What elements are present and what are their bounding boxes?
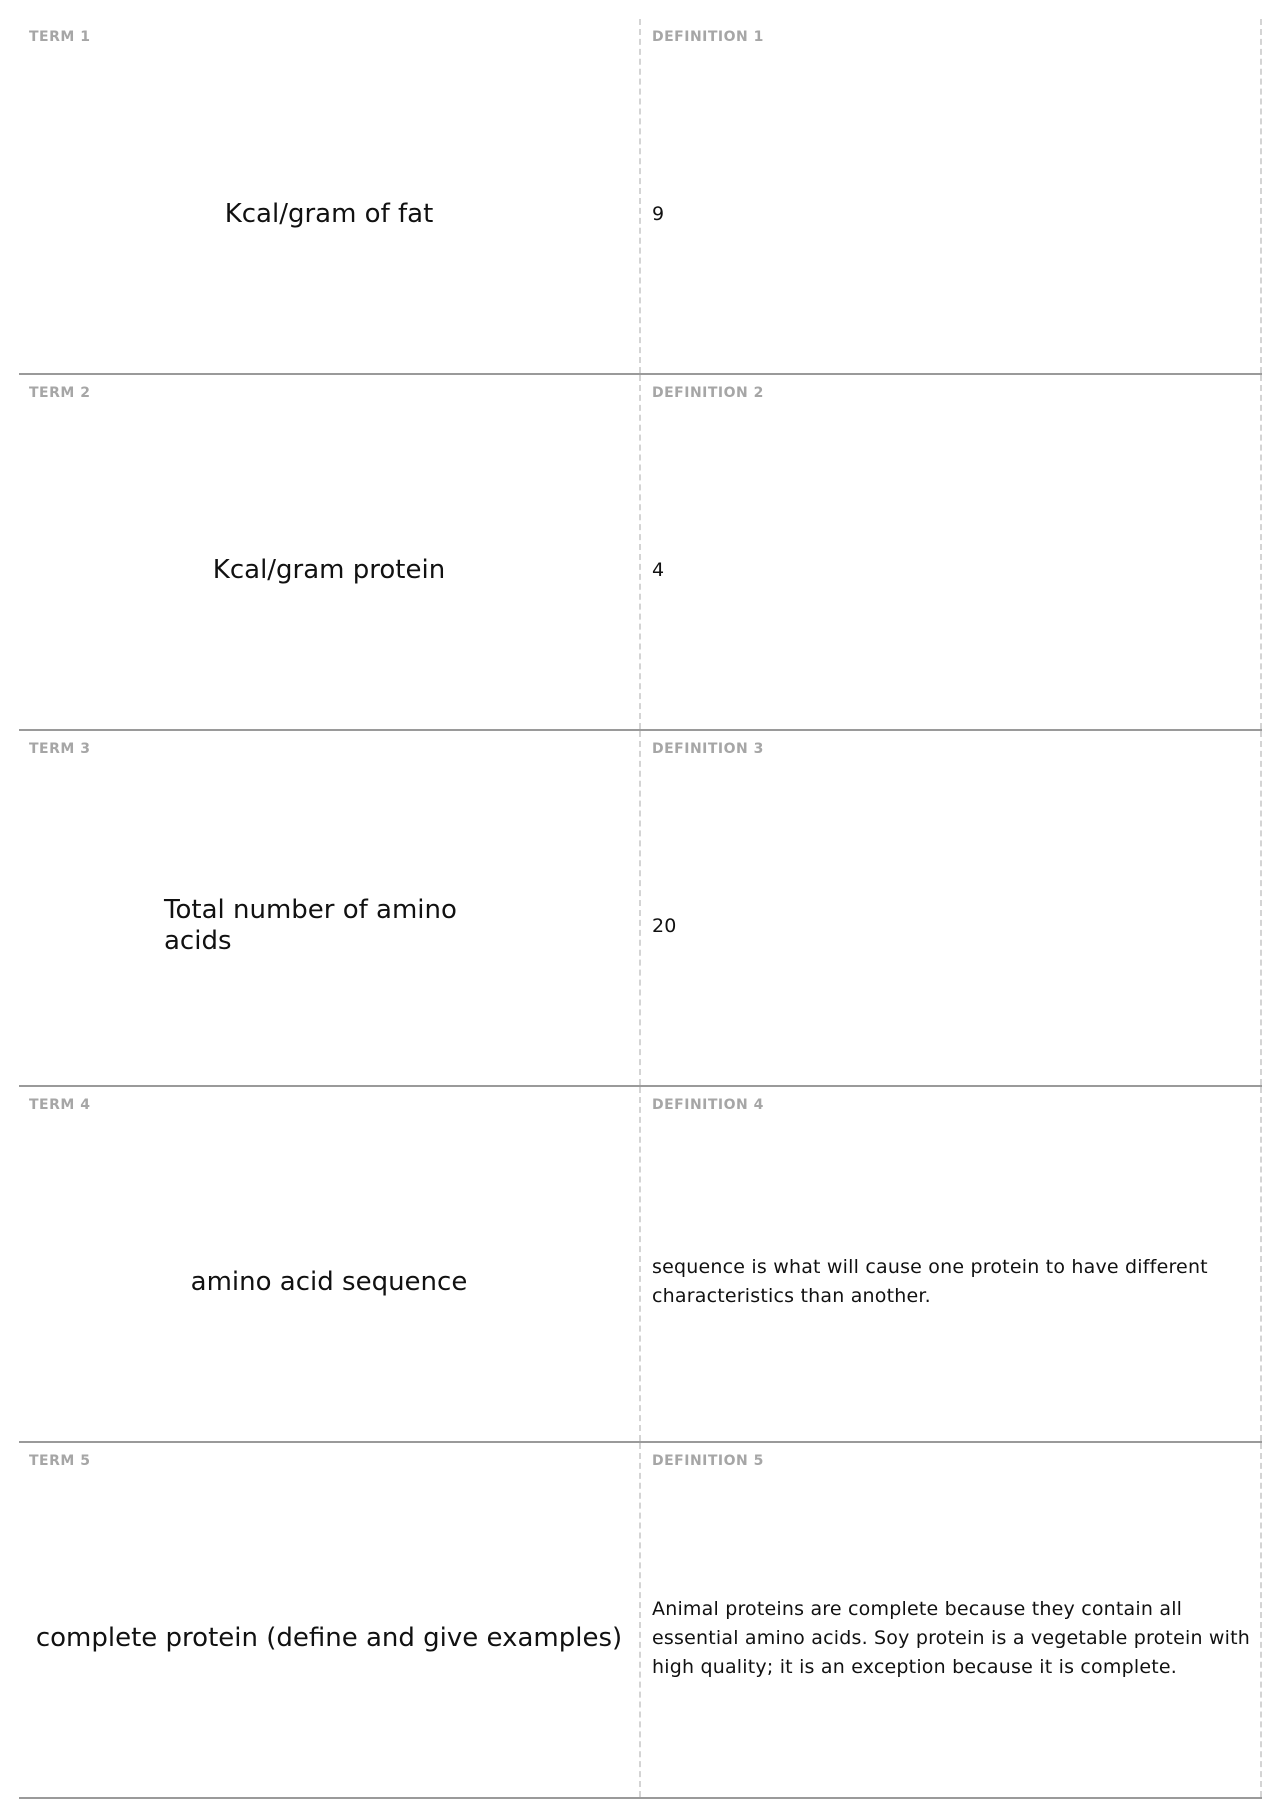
term-text: amino acid sequence	[190, 1266, 468, 1297]
term-label: TERM 4	[29, 1097, 91, 1113]
flashcard-row	[19, 19, 1262, 375]
definition-text: Animal proteins are complete because they contain all essential amino acids. Soy protein is a vegetable protein with high quality; it is an exception because it is complete.	[652, 1597, 1251, 1678]
flashcard-sheet	[19, 19, 1262, 1799]
term-text: Total number of amino acids	[164, 895, 457, 956]
term-label: TERM 2	[29, 385, 91, 401]
definition-cell	[641, 375, 1262, 729]
definition-text: sequence is what will cause one protein to have different characteristics than another.	[652, 1256, 1208, 1307]
definition-label: DEFINITION 4	[652, 1097, 764, 1113]
term-cell	[19, 1087, 641, 1441]
definition-label: DEFINITION 3	[652, 741, 764, 757]
flashcard-row	[19, 731, 1262, 1087]
term-text-container	[19, 19, 639, 373]
term-cell	[19, 731, 641, 1085]
definition-cell	[641, 1443, 1262, 1797]
term-text-container	[19, 1087, 639, 1441]
term-label: TERM 5	[29, 1453, 91, 1469]
definition-text-container	[652, 375, 1254, 729]
definition-label: DEFINITION 1	[652, 29, 764, 45]
definition-text-container	[652, 19, 1254, 373]
term-cell	[19, 375, 641, 729]
definition-cell	[641, 1087, 1262, 1441]
definition-text: 4	[652, 558, 665, 581]
definition-text-container	[652, 731, 1254, 1085]
definition-cell	[641, 731, 1262, 1085]
term-text: complete protein (define and give examples)	[35, 1622, 623, 1653]
term-text: Kcal/gram protein	[212, 554, 446, 585]
definition-text: 9	[652, 202, 665, 225]
term-text: Kcal/gram of fat	[224, 198, 434, 229]
definition-text: 20	[652, 914, 677, 937]
definition-label: DEFINITION 2	[652, 385, 764, 401]
flashcard-row	[19, 1087, 1262, 1443]
definition-cell	[641, 19, 1262, 373]
term-text-container	[19, 375, 639, 729]
flashcard-row	[19, 1443, 1262, 1799]
definition-text-container	[652, 1443, 1254, 1797]
term-text-container	[19, 1443, 639, 1797]
definition-text-container	[652, 1087, 1254, 1441]
term-label: TERM 1	[29, 29, 91, 45]
term-cell	[19, 19, 641, 373]
term-cell	[19, 1443, 641, 1797]
term-text-container	[19, 731, 639, 1085]
flashcard-row	[19, 375, 1262, 731]
term-label: TERM 3	[29, 741, 91, 757]
definition-label: DEFINITION 5	[652, 1453, 764, 1469]
